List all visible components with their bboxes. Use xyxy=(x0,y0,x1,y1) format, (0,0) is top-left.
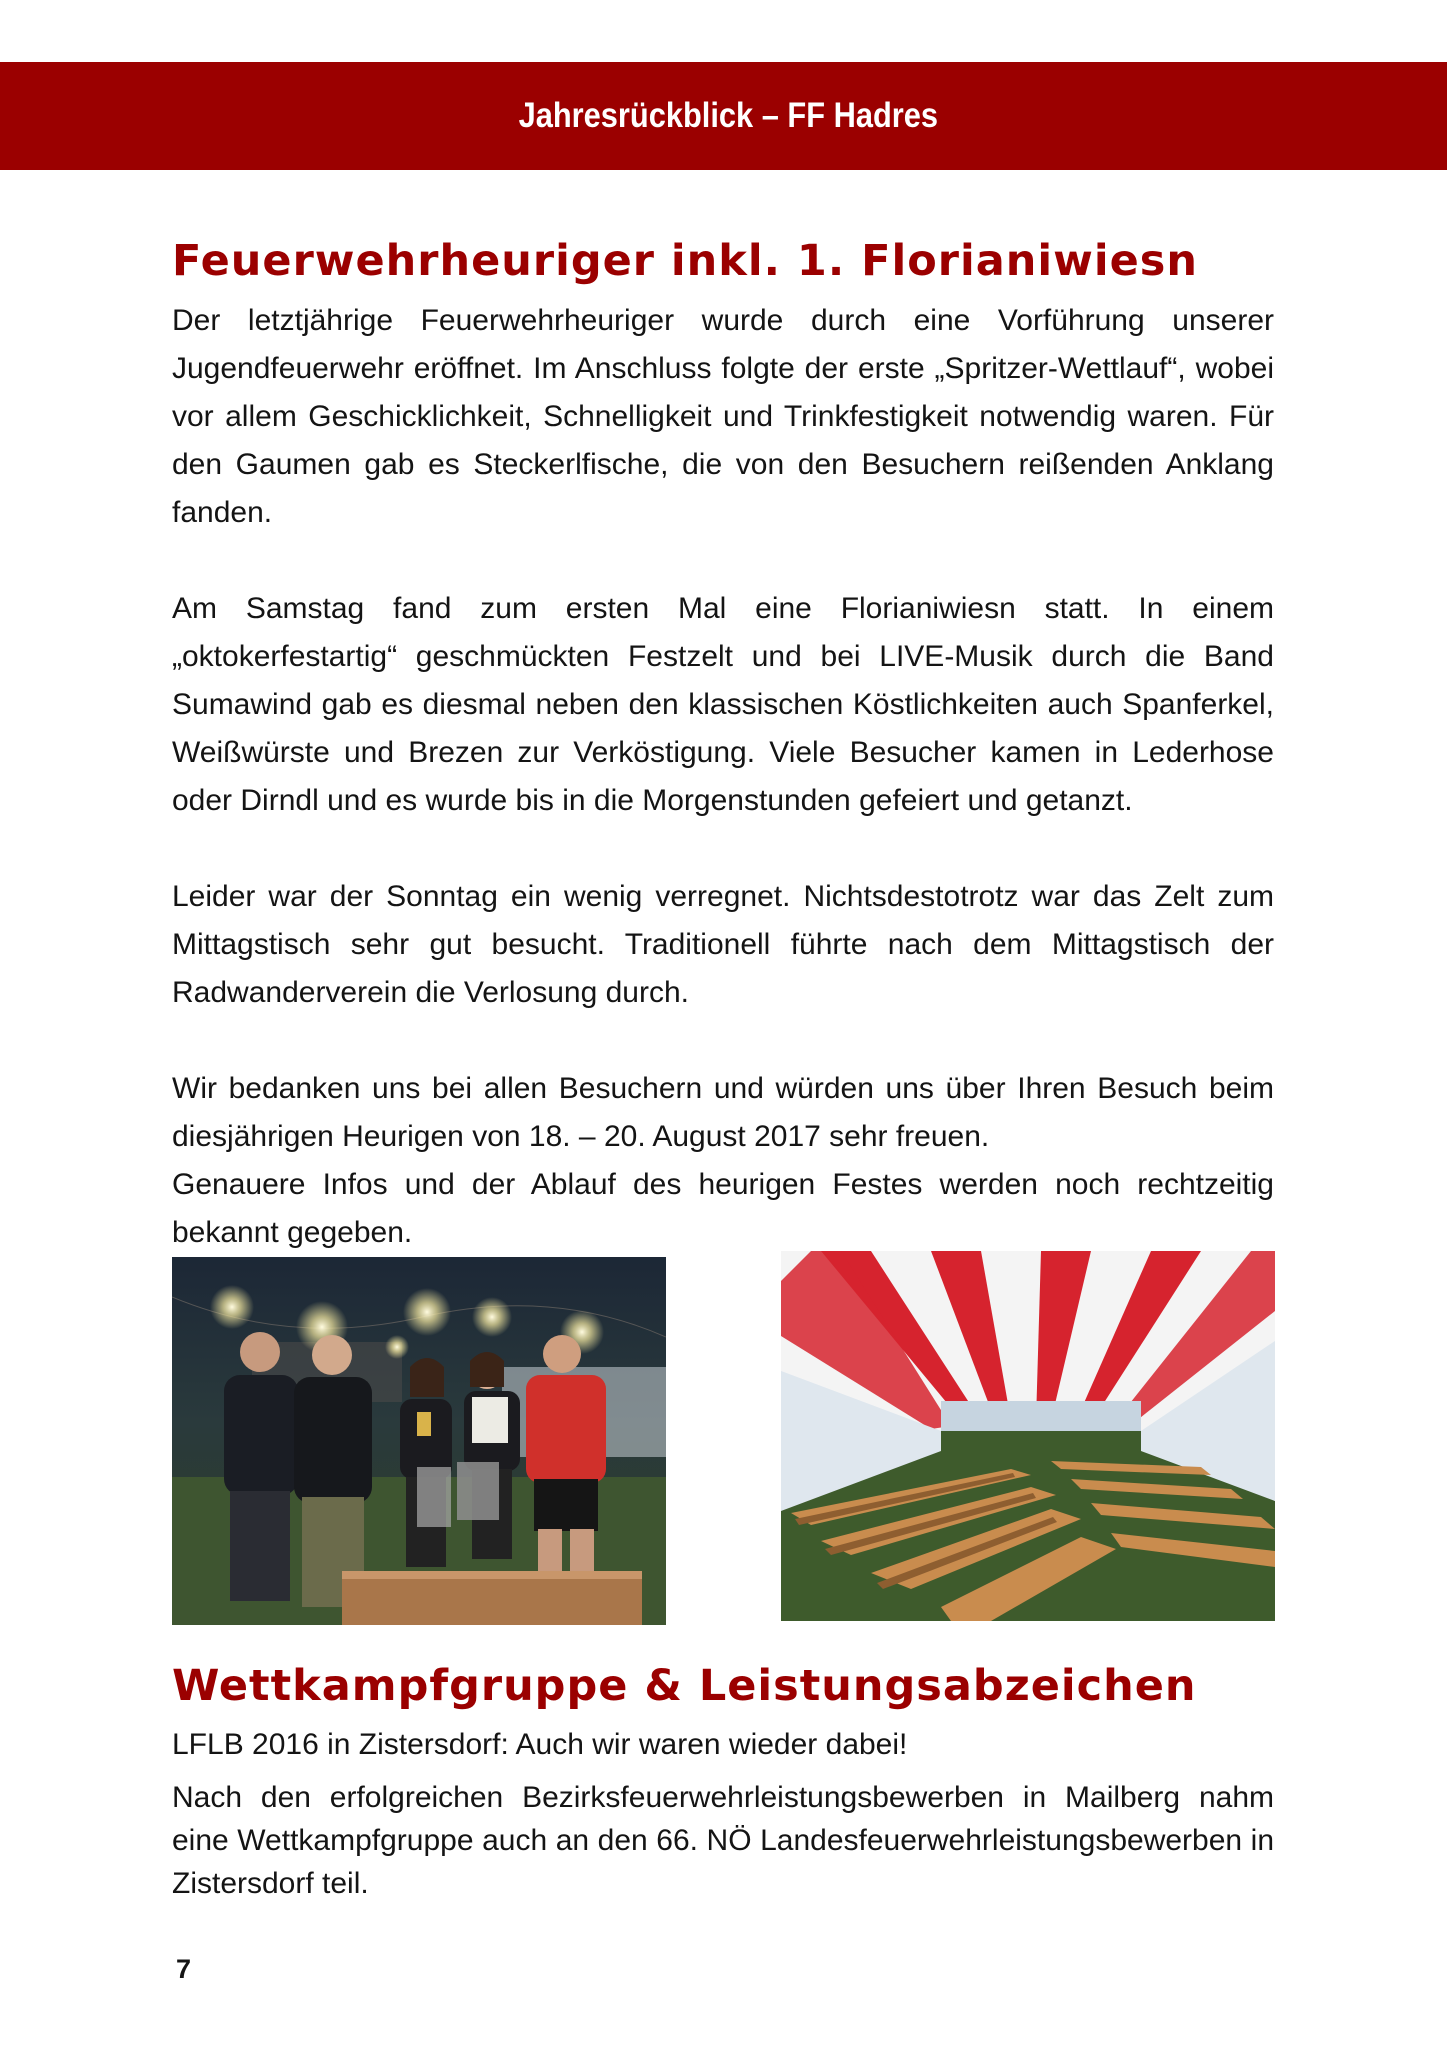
photo-festival-tent xyxy=(781,1251,1275,1621)
section-title-feuerwehrheuriger: Feuerwehrheuriger inkl. 1. Florianiwiesn xyxy=(172,236,1198,286)
paragraph-samstag: Am Samstag fand zum ersten Mal eine Florianiwiesn statt. In einem „oktokerfestartig“ geschmückten Festzelt und bei LIVE-Musik durch die Band Sumawind gab es diesmal neben den klassischen Köstlichkeiten auch Spanferkel, Weißwürste und Brezen zur Verköstigung. Viele Besucher kamen in Lederhose oder Dirndl und es wurde bis in die Morgenstunden gefeiert und getanzt. xyxy=(172,592,1274,817)
section-body-feuerwehrheuriger xyxy=(172,297,1274,1257)
paragraph-thanks: Wir bedanken uns bei allen Besuchern und würden uns über Ihren Besuch beim diesjährigen Heurigen von 18. – 20. August 2017 sehr freuen. xyxy=(172,1072,1274,1153)
paragraph-intro: Der letztjährige Feuerwehrheuriger wurde durch eine Vorführung unserer Jugendfeuerwehr eröffnet. Im Anschluss folgte der erste „Spritzer-Wettlauf“, wobei vor allem Geschicklichkeit, Schnelligkeit und Trinkfestigkeit notwendig waren. Für den Gaumen gab es Steckerlfische, die von den Besuchern reißenden Anklang fanden. xyxy=(172,304,1274,529)
paragraph-sonntag: Leider war der Sonntag ein wenig verregnet. Nichtsdestotrotz war das Zelt zum Mittagstisch sehr gut besucht. Traditionell führte nach dem Mittagstisch der Radwanderverein die Verlosung durch. xyxy=(172,880,1274,1009)
photo-group-night xyxy=(172,1257,666,1625)
section-body-wettkampfgruppe xyxy=(172,1722,1274,1905)
page-number: 7 xyxy=(176,1954,192,1984)
header-title: Jahresrückblick – FF Hadres xyxy=(518,96,939,135)
section-title-wettkampfgruppe: Wettkampfgruppe & Leistungsabzeichen xyxy=(172,1661,1197,1711)
festival-tent-interior-photo-icon xyxy=(781,1251,1275,1621)
paragraph-info: Genauere Infos und der Ablauf des heurigen Festes werden noch rechtzeitig bekannt gegeben. xyxy=(172,1168,1274,1249)
section-subtitle-lflb: LFLB 2016 in Zistersdorf: Auch wir waren wieder dabei! xyxy=(172,1728,908,1761)
paragraph-wettkampf: Nach den erfolgreichen Bezirksfeuerwehrleistungsbewerben in Mailberg nahm eine Wettkampfgruppe auch an den 66. NÖ Landesfeuerwehrleistungsbewerben in Zistersdorf teil. xyxy=(172,1781,1274,1900)
group-photo-night-event-icon xyxy=(172,1257,666,1625)
header-bar xyxy=(0,62,1447,170)
